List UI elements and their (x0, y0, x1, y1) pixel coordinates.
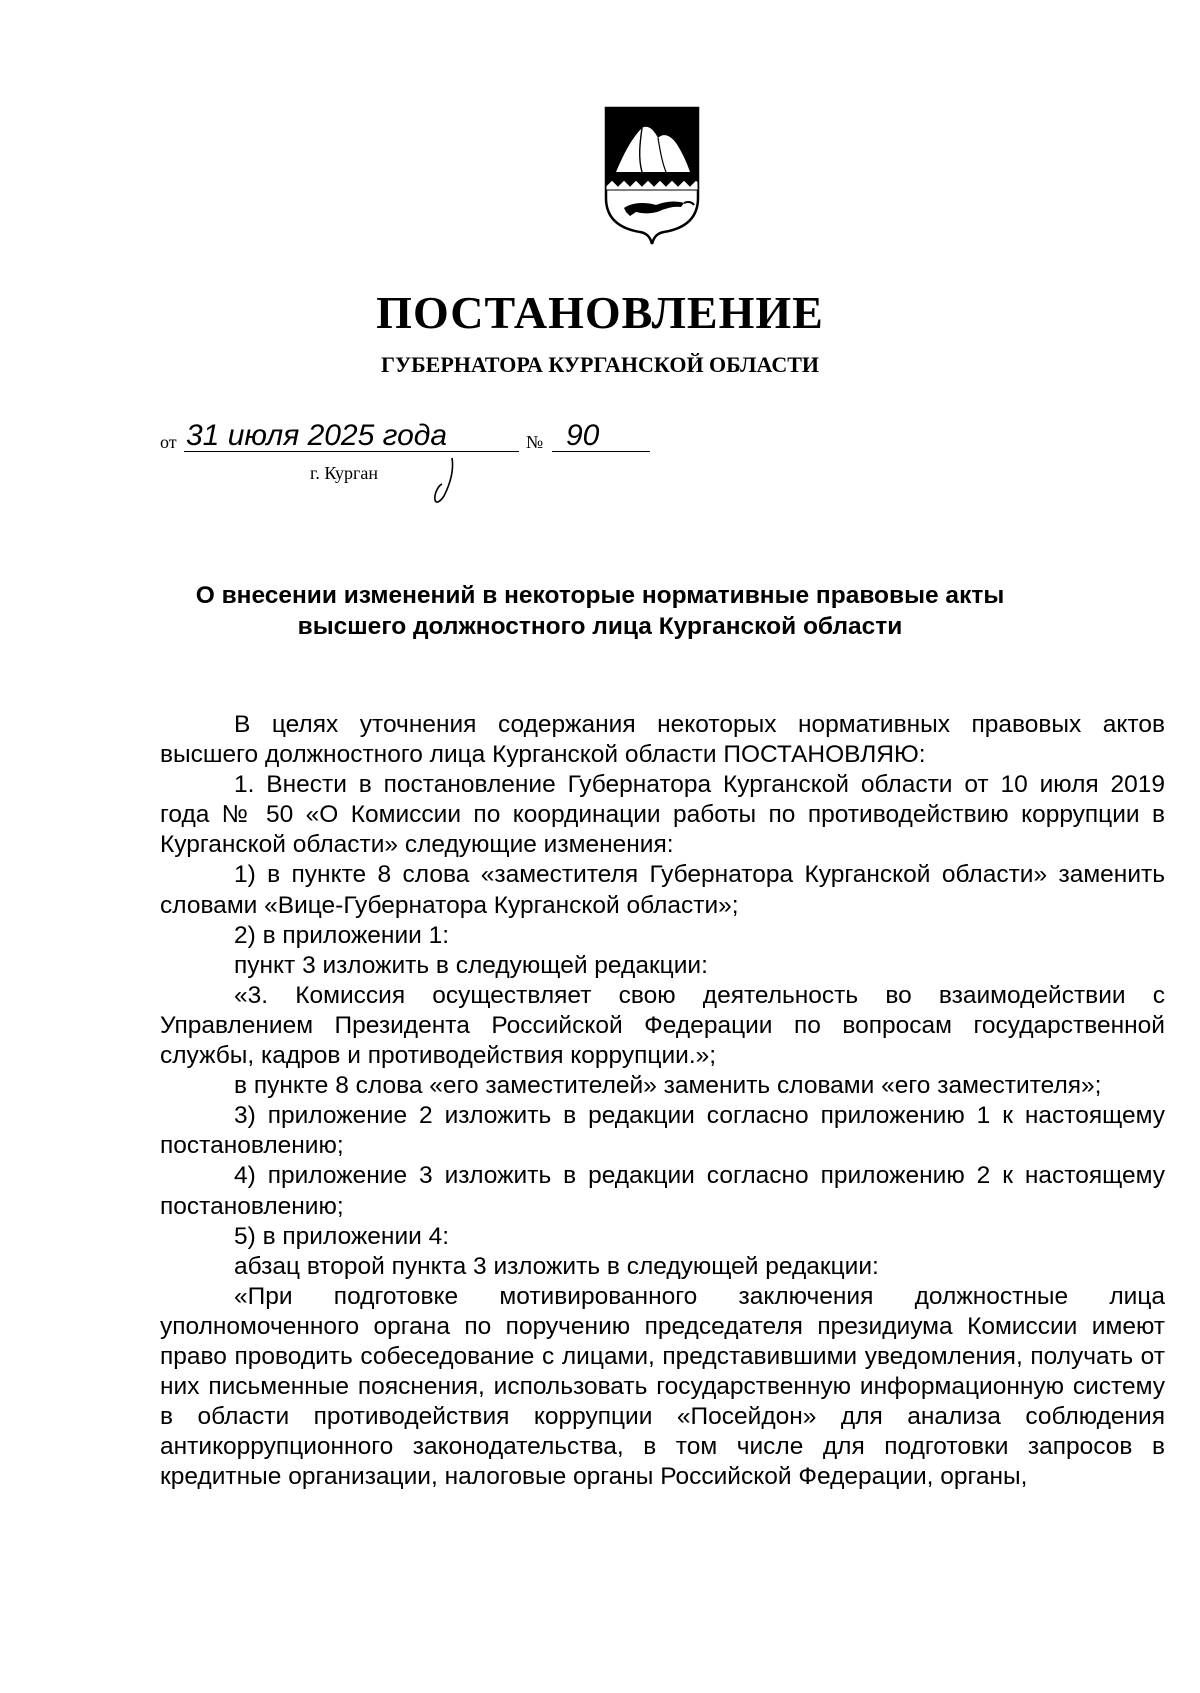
body-paragraph: пункт 3 изложить в следующей редакции: (234, 951, 708, 979)
body-paragraph: 4) приложение 3 изложить в редакции согласно приложению 2 к настоящему постановлению; (160, 1162, 1165, 1220)
number-underline (552, 451, 650, 452)
date-prefix: от (160, 432, 177, 452)
signature-mark (432, 456, 460, 506)
body-paragraph: 3) приложение 2 изложить в редакции согласно приложению 1 к настоящему постановлению; (160, 1102, 1165, 1160)
number-handwritten: 90 (566, 419, 600, 452)
document-title-line-2: высшего должностного лица Курганской области (297, 613, 903, 640)
body-paragraph: 2) в приложении 1: (234, 921, 450, 949)
body-paragraph: 1. Внести в постановление Губернатора Курганской области от 10 июля 2019 года № 50 «О Комиссии по координации работы по противодействию коррупции в Курганской области» следующие изменения: (160, 771, 1165, 859)
body-paragraph: «При подготовке мотивированного заключения должностные лица уполномоченного органа по поручению председателя президиума Комиссии имеют право проводить собеседование с лицами, представившими уведомления, получать от них письменные пояснения, использовать государственную информационную систему в области противодействия коррупции «Посейдон» для анализа соблюдения антикоррупционного законодательства, в том числе для подготовки запросов в кредитные организации, налоговые органы Российской Федерации, органы, (160, 1282, 1165, 1491)
body-paragraph: 1) в пункте 8 слова «заместителя Губернатора Курганской области» заменить словами «Вице-Губернатора Курганской области»; (160, 861, 1165, 919)
body-paragraph: 5) в приложении 4: (234, 1222, 450, 1250)
document-title-line-1: О внесении изменений в некоторые нормативные правовые акты (195, 582, 1005, 609)
date-underline (184, 451, 519, 452)
body-paragraph: абзац второй пункта 3 изложить в следующей редакции: (234, 1252, 879, 1280)
place-label: г. Курган (310, 463, 379, 483)
issuer-heading: ГУБЕРНАТОРА КУРГАНСКОЙ ОБЛАСТИ (380, 352, 820, 377)
document-body (160, 710, 1165, 1492)
body-paragraph: в пункте 8 слова «его заместителей» заменить словами «его заместителя»; (234, 1072, 1102, 1100)
body-paragraph: «3. Комиссия осуществляет свою деятельность во взаимодействии с Управлением Президента Российской Федерации по вопросам государственной службы, кадров и противодействия коррупции.»; (160, 981, 1165, 1070)
date-handwritten: 31 июля 2025 года (186, 419, 448, 452)
coat-of-arms-emblem (604, 106, 700, 256)
body-paragraph: В целях уточнения содержания некоторых нормативных правовых актов высшего должностного лица Курганской области ПОСТАНОВЛЯЮ: (160, 711, 1165, 769)
number-prefix: № (526, 432, 544, 452)
document-type-heading: ПОСТАНОВЛЕНИЕ (376, 287, 824, 338)
document-title (150, 580, 1050, 642)
